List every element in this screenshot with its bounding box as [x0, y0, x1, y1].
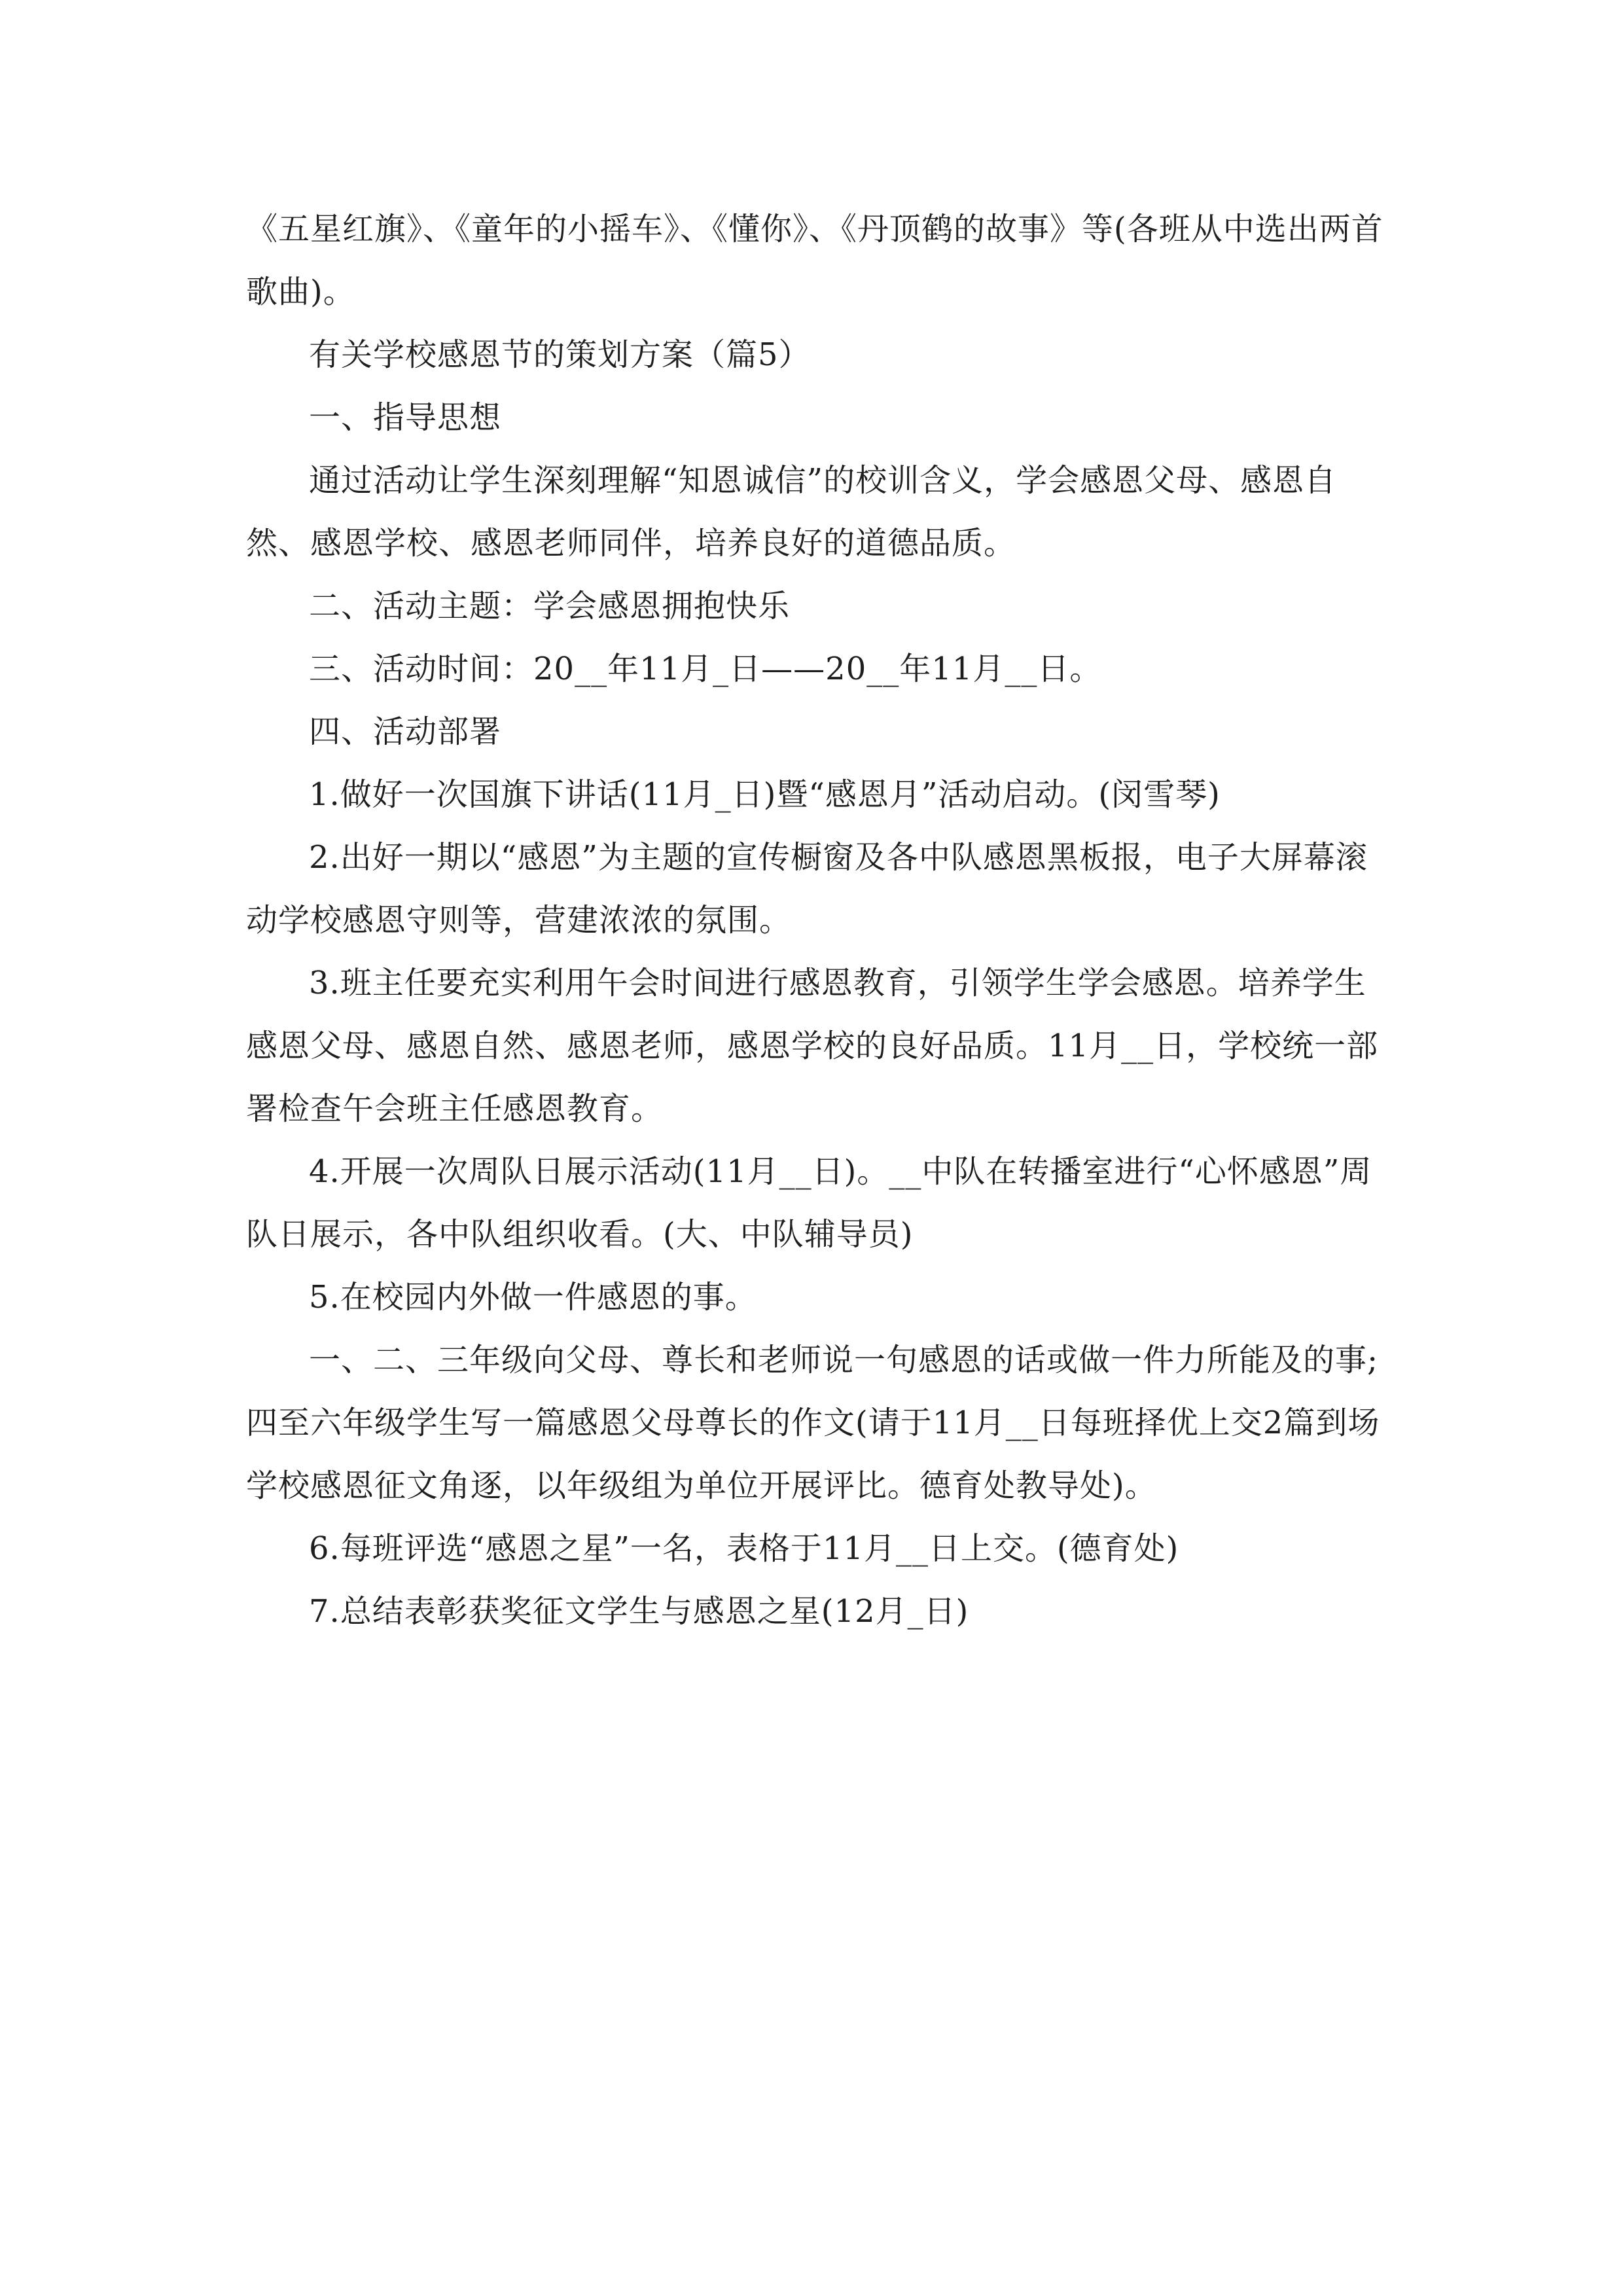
- list-item-3: 3.班主任要充实利用午会时间进行感恩教育，引领学生学会感恩。培养学生感恩父母、感恩自然、感恩老师，感恩学校的良好品质。11月__日，学校统一部署检查午会班主任感恩教育。: [246, 965, 1379, 1127]
- list-item-4: 4.开展一次周队日展示活动(11月__日)。__中队在转播室进行“心怀感恩”周队日展示，各中队组织收看。(大、中队辅导员): [246, 1153, 1372, 1253]
- document-body: [246, 198, 1387, 1643]
- paragraph-song-list: 《五星红旗》、《童年的小摇车》、《懂你》、《丹顶鹤的故事》等(各班从中选出两首歌曲)。: [246, 211, 1383, 310]
- paragraph-guiding-thought: 通过活动让学生深刻理解“知恩诚信”的校训含义，学会感恩父母、感恩自然、感恩学校、感恩老师同伴，培养良好的道德品质。: [246, 462, 1337, 562]
- heading-activity-deployment: 四、活动部署: [309, 713, 502, 750]
- heading-activity-theme: 二、活动主题：学会感恩拥抱快乐: [309, 588, 791, 624]
- heading-activity-time: 三、活动时间：20__年11月_日——20__年11月__日。: [309, 651, 1102, 687]
- list-item-1: 1.做好一次国旗下讲话(11月_日)暨“感恩月”活动启动。(闵雪琴): [309, 776, 1221, 813]
- heading-guiding-thought: 一、指导思想: [309, 399, 502, 436]
- list-item-6: 6.每班评选“感恩之星”一名，表格于11月__日上交。(德育处): [309, 1530, 1179, 1567]
- list-item-2: 2.出好一期以“感恩”为主题的宣传橱窗及各中队感恩黑板报，电子大屏幕滚动学校感恩守则等，营建浓浓的氛围。: [246, 839, 1368, 939]
- list-item-5: 5.在校园内外做一件感恩的事。: [309, 1279, 757, 1316]
- section-title: 有关学校感恩节的策划方案（篇5）: [309, 336, 811, 373]
- paragraph-grade-activities: 一、二、三年级向父母、尊长和老师说一句感恩的话或做一件力所能及的事;四至六年级学生写一篇感恩父母尊长的作文(请于11月__日每班择优上交2篇到场学校感恩征文角逐，以年级组为单位开展评比。德育处教导处)。: [246, 1342, 1380, 1504]
- list-item-7: 7.总结表彰获奖征文学生与感恩之星(12月_日): [309, 1593, 969, 1630]
